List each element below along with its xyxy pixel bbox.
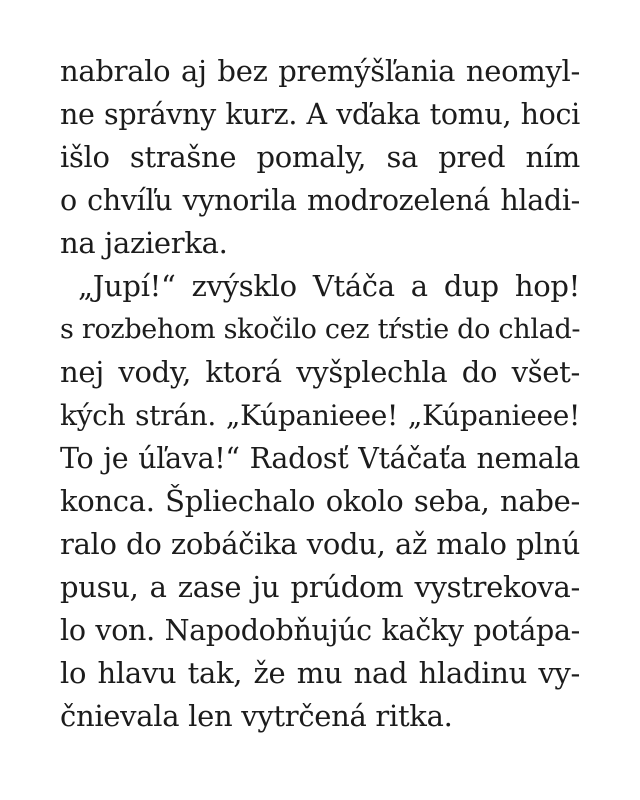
paragraph-1 <box>60 50 580 265</box>
text-line: lo hlavu tak, že mu nad hladinu vy- <box>60 656 580 690</box>
text-line: lo von. Napodobňujúc kačky potápa- <box>60 614 580 647</box>
text-line: kých strán. „Kúpanieee! „Kúpanieee! <box>60 399 580 432</box>
text-line: na jazierka. <box>60 226 228 260</box>
text-line: išlo strašne pomaly, sa pred ním <box>60 140 580 174</box>
text-line: nej vody, ktorá vyšplechla do všet- <box>60 355 580 389</box>
text-line: o chvíľu vynorila modrozelená hladi- <box>60 184 580 217</box>
book-page <box>60 50 580 738</box>
text-line: čnievala len vytrčená ritka. <box>60 699 453 733</box>
paragraph-2 <box>60 265 580 738</box>
text-line: To je úľava!“ Radosť Vtáčaťa nemala <box>60 442 580 475</box>
text-line: pusu, a zase ju prúdom vystrekova- <box>60 570 580 604</box>
text-line: ralo do zobáčika vodu, až malo plnú <box>60 527 580 561</box>
text-line: nabralo aj bez premýšľania neomyl- <box>60 54 580 88</box>
text-line: „Jupí!“ zvýsklo Vtáča a dup hop! <box>78 269 580 303</box>
text-line: ne správny kurz. A vďaka tomu, hoci <box>60 98 580 131</box>
text-line: s rozbehom skočilo cez tŕstie do chlad- <box>60 314 581 345</box>
text-line: konca. Špliechalo okolo seba, nabe- <box>60 484 580 518</box>
